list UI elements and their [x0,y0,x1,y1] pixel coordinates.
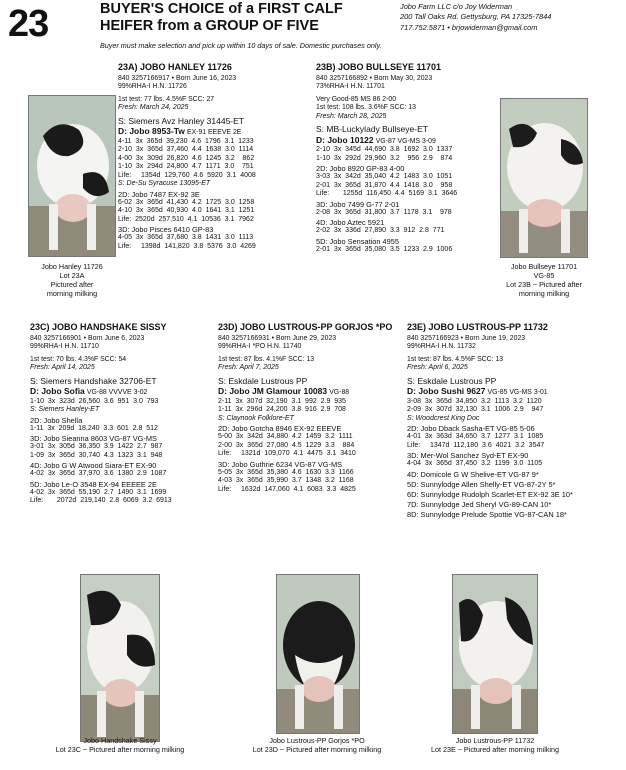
first-test: 1st test: 77 lbs. 4.5%F SCC: 27 [118,95,215,103]
photo-caption-23e [400,736,590,754]
granddam: 2D: Jobo 7487 EX-92 3E [118,189,200,199]
dam-records: 4-11 3x 365d 39,230 4.6 1796 3.1 1233 2-10 3x 365d 37,460 4.4 1638 3.0 1114 4-00 3x 309d 26,820 4.6 1245 3.2 862 1-10 3x 294d 24,800 4.7 1171 3.0 751 Life: 1354d 129,760 4.6 5920 3.1 4008 [118,137,256,179]
first-test: 1st test: 87 lbs. 4.1%F SCC: 13 [218,355,315,363]
6th-dam: 6D: Sunnylodge Rudolph Scarlet-ET EX-92 3E 10* [407,489,573,499]
dam-class: VG-88 VVVVE 3-02 [86,389,148,397]
5th-dam: 5D: Jobo Le-O 3548 EX-94 EEEEE 2E [30,479,157,489]
lot-title [100,1,420,34]
great-granddam-records: 4-05 3x 365d 37,680 3.8 1431 3.0 1113 Life: 1398d 141,820 3.8 5376 3.0 4269 [118,234,256,250]
cow-photo-23d [276,574,360,734]
cow-heading: 23E) JOBO LUSTROUS-PP 11732 [407,322,548,332]
pedigree-23c [30,322,215,506]
dam: D: Jobo Sushi 9627 [407,386,486,397]
rha-line: 99%RHA-I H.N. 11710 [30,343,99,351]
caption-name: Jobo Hanley 11726 [41,262,103,271]
granddam-records: 5-00 3x 342d 34,880 4.2 1459 3.2 1111 2-00 3x 365d 27,080 4.5 1229 3.3 884 Life: 1321d 109,070 4.1 4475 3.1 3410 [218,433,356,458]
caption-lot: Lot 23D ~ Pictured after morning milking [252,745,382,754]
5th-dam-records: 2-01 3x 365d 35,080 3.5 1233 2.9 1006 [316,245,453,253]
rha-line: 99%RHA-I *PO H.N. 11740 [218,343,302,351]
cow-photo-23e-image [453,575,538,734]
granddam: 2D: Jobo Dback Sasha-ET VG-85 5-06 [407,424,535,434]
cow-photo-23e [452,574,538,734]
first-test: 1st test: 108 lbs. 3.6%F SCC: 13 [316,104,416,112]
cow-heading: 23A) JOBO HANLEY 11726 [118,62,232,72]
5th-dam: 5D: Sunnylodge Allen Shelly-ET VG-87-2Y 5* [407,479,556,489]
farm-name: Jobo Farm LLC c/o Joy Widerman [400,2,513,11]
fresh-date: Fresh: April 7, 2025 [218,364,279,372]
dam: D: Jobo 10122 [316,134,374,145]
fresh-date: Fresh: April 14, 2025 [30,364,95,372]
dam: D: Jobo Sofia [30,386,85,397]
cow-photo-23a-image [29,96,116,257]
rha-line: 99%RHA-I H.N. 11726 [118,83,187,91]
photo-caption-23d [222,736,412,754]
lot-number: 23 [8,3,49,45]
photo-caption-23a [24,262,120,298]
sire: S: MB-Luckylady Bullseye-ET [316,124,428,135]
cow-heading: 23C) JOBO HANDSHAKE SISSY [30,322,167,332]
caption-note: Lot 23B ~ Pictured after [506,280,582,289]
great-granddam-records: 5-05 3x 365d 35,380 4.6 1630 3.3 1166 4-03 3x 365d 35,990 3.7 1348 3.2 1168 Life: 1632d 147,060 4.1 6083 3.3 4825 [218,468,356,493]
cow-photo-23d-image [277,575,360,734]
caption-class: VG-85 [533,271,555,280]
cow-photo-23c [80,574,160,742]
caption-name: Jobo Handshake Sissy [83,736,157,745]
cow-heading: 23B) JOBO BULLSEYE 11701 [316,62,442,72]
cow-photo-23c-image [81,575,160,742]
registration: 840 3257166917 • Born June 16, 2023 [118,74,237,82]
cow-photo-23a [28,95,116,257]
dam-records: 3-08 3x 365d 34,850 3.2 1113 3.2 1120 2-09 3x 307d 32,130 3.1 1006 2.9 947 [407,397,544,414]
sire: S: Siemers Handshake 32706-ET [30,375,157,386]
4th-dam: 4D: Jobo G W Atwood Siara-ET EX-90 [30,461,157,471]
sire: S: Eskdale Lustrous PP [218,375,308,386]
pedigree-23a [118,62,308,251]
farm-address: 200 Tall Oaks Rd. Gettysburg, PA 17325-7844 [400,12,552,22]
7th-dam: 7D: Sunnylodge Jed Sheryl VG-89-CAN 10* [407,499,552,509]
caption-note: Pictured after [50,280,94,289]
great-granddam-records: 3-01 3x 305d 36,350 3.9 1422 2.7 987 1-09 3x 365d 30,740 4.3 1323 3.1 948 [30,443,163,459]
registration: 840 3257166923 • Born June 19, 2023 [407,334,526,342]
granddam-records: 1-11 3x 209d 18,240 3.3 601 2.8 512 [30,424,158,432]
fresh-date: Fresh: March 24, 2025 [118,104,189,112]
dam-class: VG-85 VG-MS 3-01 [487,389,548,397]
8th-dam: 8D: Sunnylodge Prelude Spottie VG-87-CAN 18* [407,509,567,519]
rha-line: 99%RHA-I H.N. 11732 [407,343,476,351]
title-line-1: BUYER'S CHOICE of a FIRST CALF [100,1,343,17]
dam-records: 1-10 3x 323d 26,560 3.6 951 3.0 793 [30,397,159,405]
great-granddam: 3D: Mer-Wol Sanchez Syd-ET EX-90 [407,451,529,461]
fresh-date: Fresh: March 28, 2025 [316,112,387,120]
photo-caption-23b [494,262,594,298]
farm-contact [400,2,620,33]
cow-heading: 23D) JOBO LUSTROUS-PP GORJOS *PO [218,322,393,332]
dam-class: VG-88 [329,389,350,397]
registration: 840 3257166892 • Born May 30, 2023 [316,74,433,82]
dam-records: 2-10 3x 345d 44,690 3.8 1692 3.0 1337 1-10 3x 292d 29,960 3.2 956 2.9 874 [316,145,453,162]
4th-dam-records: 4-02 3x 365d 37,970 3.6 1380 2.9 1087 [30,470,167,478]
4th-dam: 4D: Domicole G W Shelive-ET VG-87 9* [407,469,539,479]
5th-dam: 5D: Jobo Sensation 4955 [316,236,400,246]
great-granddam-records: 4-04 3x 365d 37,450 3.2 1199 3.0 1105 [407,460,543,468]
farm-phone-email: 717.752.5871 • brjowiderman@gmail.com [400,22,538,32]
pedigree-23b [316,62,501,254]
registration: 840 3257166931 • Born June 29, 2023 [218,334,337,342]
cow-photo-23b-image [501,99,588,258]
caption-lot: Lot 23E ~ Pictured after morning milking [430,745,560,754]
dam-sire: S: Claynook Folklore-ET [218,414,294,422]
5th-dam-records: 4-02 3x 365d 55,190 2.7 1490 3.1 1699 Life: 2072d 219,140 2.8 6069 3.2 6913 [30,488,172,505]
caption-note-2: morning milking [46,289,98,298]
granddam-records: 3-03 3x 342d 35,040 4.2 1483 3.0 1051 2-01 3x 365d 31,870 4.4 1418 3.0 958 Life: 1255d 116,450 4.4 5169 3.1 3646 [316,173,458,198]
sire: S: Eskdale Lustrous PP [407,375,497,386]
rha-line: 73%RHA-I H.N. 11701 [316,83,385,91]
dam-class: VG-87 VG-MS 3-09 [375,137,436,145]
caption-lot: Lot 23A [59,271,85,280]
granddam: 2D: Jobo Gotcha 8946 EX-92 EEEVE [218,424,342,434]
pedigree-23d [218,322,408,494]
dam-records: 2-11 3x 307d 32,190 3.1 992 2.9 935 1-11 3x 296d 24,200 3.8 916 2.9 708 [218,397,346,414]
title-line-2: HEIFER from a GROUP OF FIVE [100,17,319,34]
registration: 840 3257166901 • Born June 6, 2023 [30,334,145,342]
dam-sire: S: Woodcrest King Doc [407,414,480,422]
fresh-date: Fresh: April 6, 2025 [407,364,468,372]
caption-name: Jobo Lustrous-PP Gorjos *PO [269,736,365,745]
dam: D: Jobo 8953-Tw [118,126,185,137]
great-granddam: 3D: Jobo Sieanna 8603 VG-87 VG-MS [30,434,157,444]
dam-sire: S: Siemers Hanley-ET [30,406,100,414]
dam: D: Jobo JM Glamour 10083 [218,386,328,397]
great-granddam: 3D: Jobo Pisces 6410 GP-83 [118,225,214,235]
first-test: 1st test: 70 lbs. 4.3%F SCC: 54 [30,355,127,363]
granddam: 2D: Jobo 8920 GP-83 4-00 [316,164,405,174]
granddam-records: 4-01 3x 363d 34,650 3.7 1277 3.1 1085 Life: 1347d 112,180 3.6 4021 3.2 3547 [407,433,545,449]
dam-class: EX-91 EEEVE 2E [186,129,242,137]
photo-caption-23c [30,736,210,754]
caption-name: Jobo Lustrous-PP 11732 [455,736,535,745]
cow-photo-23b [500,98,588,258]
caption-name: Jobo Bullseye 11701 [510,262,578,271]
caption-lot: Lot 23C ~ Pictured after morning milking [55,745,185,754]
pedigree-23e [407,322,623,519]
caption-note-2: morning milking [518,289,570,298]
great-granddam: 3D: Jobo 7499 G-77 2-01 [316,199,400,209]
first-test: 1st test: 87 lbs. 4.5%F SCC: 13 [407,355,504,363]
4th-dam: 4D: Jobo Aztec 5921 [316,218,385,228]
granddam-records: 6-02 3x 365d 41,430 4.2 1725 3.0 1258 4-10 3x 365d 40,930 4.0 1641 3.1 1251 Life: 2520d 257,510 4.1 10536 3.1 7962 [118,198,255,223]
great-granddam-records: 2-08 3x 365d 31,800 3.7 1178 3.1 978 [316,208,452,216]
4th-dam-records: 2-02 3x 336d 27,890 3.3 912 2.8 771 [316,227,445,235]
dam-sire: S: De-Su Syracuse 13095-ET [118,180,211,188]
great-granddam: 3D: Jobo Guthrie 6234 VG-87 VG-MS [218,459,343,469]
sale-terms: Buyer must make selection and pick up within 10 days of sale. Domestic purchases only. [100,41,382,50]
classification: Very Good-85 MS 86 2-00 [316,95,397,103]
sire: S: Siemers Avz Hanley 31445-ET [118,115,244,126]
granddam: 2D: Jobo Shella [30,415,83,425]
